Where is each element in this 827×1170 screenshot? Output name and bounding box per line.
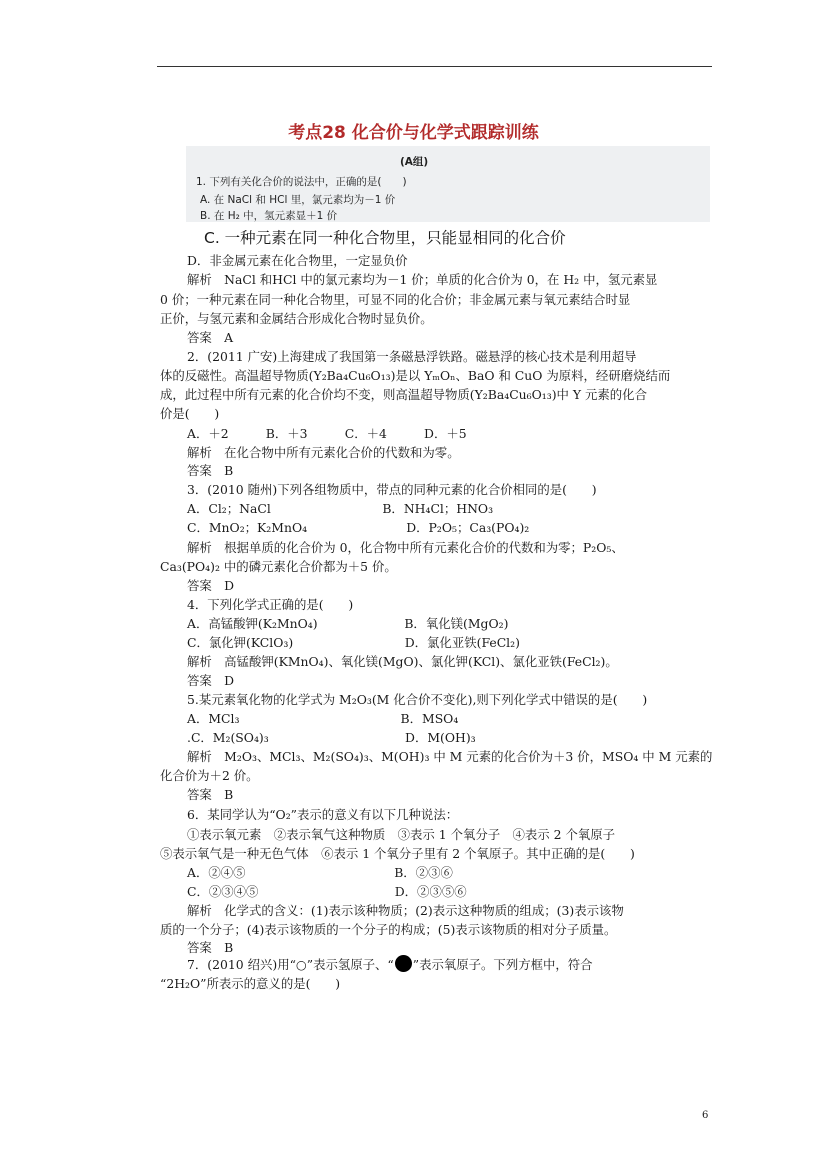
body-line: 6．某同学认为“O₂”表示的意义有以下几种说法： bbox=[187, 807, 459, 822]
body-line: A．高锰酸钾(K₂MnO₄) B．氧化镁(MgO₂) bbox=[187, 616, 509, 631]
body-line: 价是( ) bbox=[160, 406, 220, 421]
body-line: 答案 B bbox=[187, 940, 234, 955]
body-line: 质的一个分子；(4)表示该物质的一个分子的构成；(5)表示该物质的相对分子质量。 bbox=[160, 922, 617, 937]
page-title: 考点28 化合价与化学式跟踪训练 bbox=[288, 123, 539, 143]
scanned-question-image bbox=[186, 146, 710, 222]
body-line: 答案 B bbox=[187, 787, 234, 802]
body-line: 答案 A bbox=[187, 330, 234, 345]
body-line: 答案 B bbox=[187, 463, 234, 478]
body-line: 正价，与氢元素和金属结合形成化合物时显负价。 bbox=[160, 311, 433, 326]
body-line: 化合价为＋2 价。 bbox=[160, 768, 259, 783]
body-line: A．＋2 B．＋3 C．＋4 D．＋5 bbox=[187, 426, 467, 441]
body-line: A．②④⑤ B．②③⑥ bbox=[187, 865, 453, 880]
body-line: 2．(2011 广安)上海建成了我国第一条磁悬浮铁路。磁悬浮的核心技术是利用超导 bbox=[187, 349, 637, 364]
question-1-option-b: B. 在 H₂ 中，氢元素显＋1 价 bbox=[200, 210, 338, 222]
page-number: 6 bbox=[702, 1110, 709, 1121]
body-line: 3．(2010 随州)下列各组物质中，带点的同种元素的化合价相同的是( ) bbox=[187, 482, 597, 497]
body-line: 解析 在化合物中所有元素化合价的代数和为零。 bbox=[187, 445, 460, 460]
body-line: 解析 化学式的含义：(1)表示该种物质；(2)表示这种物质的组成；(3)表示该物 bbox=[187, 903, 624, 918]
body-line: ①表示氧元素 ②表示氧气这种物质 ③表示 1 个氧分子 ④表示 2 个氧原子 bbox=[187, 827, 616, 842]
body-line: Ca₃(PO₄)₂ 中的磷元素化合价都为＋5 价。 bbox=[160, 559, 397, 574]
body-line: D．非金属元素在化合物里，一定显负价 bbox=[187, 253, 408, 268]
body-line: 答案 D bbox=[187, 673, 235, 688]
question-1-stem: 1. 下列有关化合价的说法中，正确的是( ) bbox=[196, 176, 407, 188]
body-line: ⑤表示氧气是一种无色气体 ⑥表示 1 个氧分子里有 2 个氧原子。其中正确的是( ) bbox=[160, 846, 635, 861]
group-label: (A组) bbox=[400, 156, 429, 168]
question-1-option-a: A. 在 NaCl 和 HCl 里，氯元素均为－1 价 bbox=[200, 194, 396, 206]
body-line: A．Cl₂；NaCl B．NH₄Cl；HNO₃ bbox=[187, 501, 494, 516]
body-line: 体的反磁性。高温超导物质(Y₂Ba₄Cu₆O₁₃)是以 YₘOₙ、BaO 和 CuO 为原料，经研磨烧结而 bbox=[160, 368, 671, 383]
question-7-line-1: 7．(2010 绍兴)用“○”表示氢原子、“ ”表示氧原子。下列方框中，符合 bbox=[187, 957, 593, 972]
body-line: .C．M₂(SO₄)₃ D．M(OH)₃ bbox=[187, 730, 476, 745]
body-line: 5.某元素氧化物的化学式为 M₂O₃(M 化合价不变化),则下列化学式中错误的是( ) bbox=[187, 692, 648, 707]
body-line: C．②③④⑤ D．②③⑤⑥ bbox=[187, 884, 467, 899]
question-7-line-2: “2H₂O”所表示的意义的是( ) bbox=[160, 976, 341, 991]
header-rule bbox=[157, 66, 712, 67]
body-line: 4．下列化学式正确的是( ) bbox=[187, 597, 354, 612]
body-line: C．MnO₂；K₂MnO₄ D．P₂O₅；Ca₃(PO₄)₂ bbox=[187, 520, 530, 535]
body-line: 答案 D bbox=[187, 578, 235, 593]
body-line: 解析 根据单质的化合价为 0，化合物中所有元素化合价的代数和为零；P₂O₅、 bbox=[187, 540, 624, 555]
oxygen-atom-icon bbox=[395, 955, 412, 972]
body-line: C．氯化钾(KClO₃) D．氯化亚铁(FeCl₂) bbox=[187, 635, 520, 650]
body-line: 解析 NaCl 和HCl 中的氯元素均为－1 价；单质的化合价为 0，在 H₂ 中，氢元素显 bbox=[187, 272, 658, 287]
body-line: A．MCl₃ B．MSO₄ bbox=[187, 711, 459, 726]
body-line: 解析 M₂O₃、MCl₃、M₂(SO₄)₃、M(OH)₃ 中 M 元素的化合价为＋3 价，MSO₄ 中 M 元素的 bbox=[187, 749, 713, 764]
body-line: 成，此过程中所有元素的化合价均不变，则高温超导物质(Y₂Ba₄Cu₆O₁₃)中 Y 元素的化合 bbox=[160, 387, 647, 402]
body-line: 解析 高锰酸钾(KMnO₄)、氧化镁(MgO)、氯化钾(KCl)、氯化亚铁(FeCl₂)。 bbox=[187, 654, 618, 669]
body-line: C. 一种元素在同一种化合物里，只能显相同的化合价 bbox=[204, 229, 566, 247]
body-line: 0 价；一种元素在同一种化合物里，可显不同的化合价；非金属元素与氧元素结合时显 bbox=[160, 292, 631, 307]
